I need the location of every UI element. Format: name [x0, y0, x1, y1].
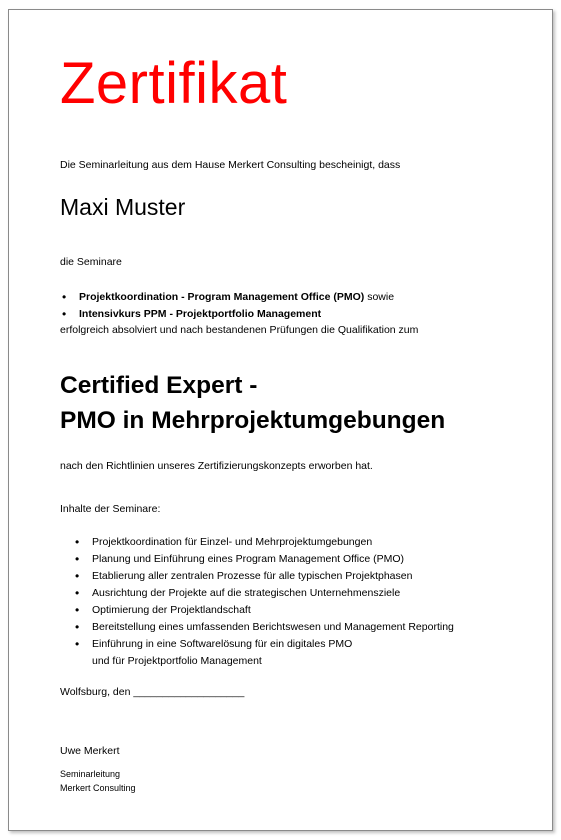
certificate-page — [8, 9, 553, 831]
qualification-title — [60, 368, 445, 438]
content-item-continuation: und für Projektportfolio Management — [92, 655, 262, 667]
signer-company: Merkert Consulting — [60, 783, 136, 793]
seminar-list — [79, 289, 394, 323]
guideline-text: nach den Richtlinien unseres Zertifizierungskonzepts erworben hat. — [60, 460, 373, 472]
certificate-title: Zertifikat — [60, 51, 288, 116]
seminar-item — [79, 289, 394, 306]
content-item: • Projektkoordination für Einzel- und Mehrprojektumgebungen — [92, 534, 454, 551]
content-item: • Ausrichtung der Projekte auf die strategischen Unternehmensziele — [92, 585, 454, 602]
intro-text: Die Seminarleitung aus dem Hause Merkert Consulting bescheinigt, dass — [60, 159, 401, 171]
signer-name: Uwe Merkert — [60, 745, 120, 757]
seminar-item — [79, 306, 394, 323]
qualification-line-2: PMO in Mehrprojektumgebungen — [60, 407, 446, 434]
seminars-label: die Seminare — [60, 256, 122, 268]
seminar-name: Intensivkurs PPM - Projektportfolio Management — [79, 308, 322, 320]
content-item: • Optimierung der Projektlandschaft — [92, 602, 454, 619]
content-item: • Einführung in eine Softwarelösung für ein digitales PMO — [92, 636, 454, 653]
recipient-name: Maxi Muster — [60, 194, 186, 220]
content-item: • Bereitstellung eines umfassenden Berichtswesen und Management Reporting — [92, 619, 454, 636]
seminar-name: Projektkoordination - Program Management Office (PMO) — [79, 291, 365, 303]
content-item: • Etablierung aller zentralen Prozesse für alle typischen Projektphasen — [92, 568, 454, 585]
signer-role: Seminarleitung — [60, 769, 121, 779]
qualification-line-1: Certified Expert - — [60, 372, 258, 399]
seminar-suffix: sowie — [364, 291, 395, 303]
content-item: • Planung und Einführung eines Program Management Office (PMO) — [92, 551, 454, 568]
place-date: Wolfsburg, den ___________________ — [60, 686, 245, 698]
contents-list — [92, 534, 454, 670]
contents-label: Inhalte der Seminare: — [60, 503, 161, 515]
completion-text: erfolgreich absolviert und nach bestandenen Prüfungen die Qualifikation zum — [60, 324, 419, 336]
